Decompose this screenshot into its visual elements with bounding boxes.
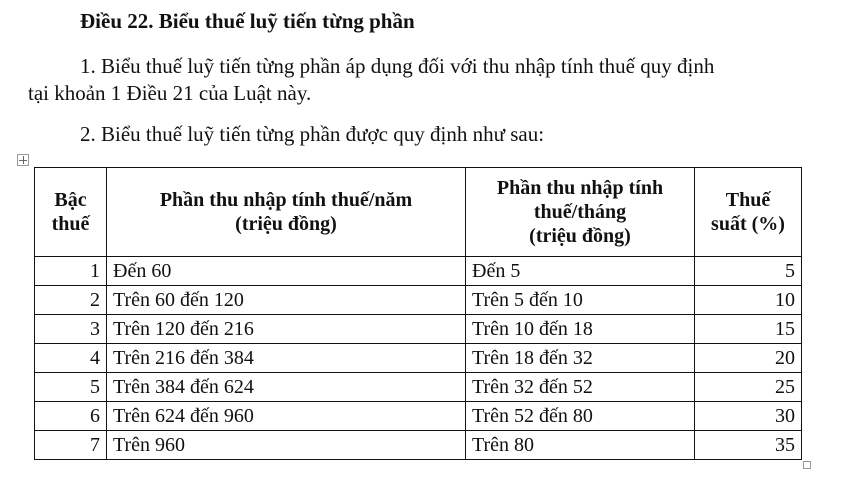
cell-tax-rate: 20: [695, 344, 802, 373]
header-tax-level-line-1: Bậc: [54, 189, 87, 211]
cell-monthly-income: Trên 80: [466, 431, 695, 460]
table-move-icon[interactable]: [17, 154, 29, 166]
cell-level: 1: [35, 257, 107, 286]
header-tax-rate-line-1: Thuế: [725, 189, 771, 211]
cell-tax-rate: 10: [695, 286, 802, 315]
cell-level: 7: [35, 431, 107, 460]
header-monthly-income-line-2: thuế/tháng: [533, 201, 627, 223]
tax-rate-table: [34, 167, 802, 460]
header-tax-rate-line-2: suất (%): [711, 213, 785, 235]
table-row: [35, 286, 802, 315]
cell-tax-rate: 35: [695, 431, 802, 460]
cell-annual-income: Đến 60: [107, 257, 466, 286]
cell-annual-income: Trên 60 đến 120: [107, 286, 466, 315]
cell-monthly-income: Trên 32 đến 52: [466, 373, 695, 402]
cell-monthly-income: Đến 5: [466, 257, 695, 286]
article-heading: Điều 22. Biểu thuế luỹ tiến từng phần: [80, 9, 415, 33]
cell-annual-income: Trên 624 đến 960: [107, 402, 466, 431]
cell-monthly-income: Trên 5 đến 10: [466, 286, 695, 315]
table-header-row: [35, 168, 802, 257]
paragraph-1-line-1: 1. Biểu thuế luỹ tiến từng phần áp dụng đối với thu nhập tính thuế quy định: [80, 54, 715, 78]
header-annual-income-line-1: Phần thu nhập tính thuế/năm: [159, 189, 413, 211]
cell-level: 5: [35, 373, 107, 402]
table-row: [35, 315, 802, 344]
paragraph-2: 2. Biểu thuế luỹ tiến từng phần được quy định như sau:: [80, 122, 545, 146]
header-annual-income: [107, 168, 466, 257]
cell-tax-rate: 25: [695, 373, 802, 402]
cell-annual-income: Trên 384 đến 624: [107, 373, 466, 402]
cell-tax-rate: 5: [695, 257, 802, 286]
header-monthly-income: [466, 168, 695, 257]
cell-annual-income: Trên 216 đến 384: [107, 344, 466, 373]
cell-tax-rate: 15: [695, 315, 802, 344]
cell-tax-rate: 30: [695, 402, 802, 431]
header-annual-income-line-2: (triệu đồng): [235, 213, 337, 235]
table-row: [35, 402, 802, 431]
header-monthly-income-line-3: (triệu đồng): [529, 225, 631, 247]
cell-level: 6: [35, 402, 107, 431]
header-monthly-income-line-1: Phần thu nhập tính: [496, 177, 664, 199]
table-row: [35, 344, 802, 373]
cell-annual-income: Trên 960: [107, 431, 466, 460]
table-row: [35, 431, 802, 460]
table-resize-icon[interactable]: [803, 461, 811, 469]
paragraph-1-line-2: tại khoản 1 Điều 21 của Luật này.: [28, 81, 312, 105]
header-tax-level-line-2: thuế: [51, 213, 90, 235]
cell-monthly-income: Trên 18 đến 32: [466, 344, 695, 373]
table-row: [35, 373, 802, 402]
cell-level: 4: [35, 344, 107, 373]
cell-level: 2: [35, 286, 107, 315]
cell-monthly-income: Trên 10 đến 18: [466, 315, 695, 344]
cell-monthly-income: Trên 52 đến 80: [466, 402, 695, 431]
table-row: [35, 257, 802, 286]
cell-annual-income: Trên 120 đến 216: [107, 315, 466, 344]
header-tax-level: [35, 168, 107, 257]
cell-level: 3: [35, 315, 107, 344]
header-tax-rate: [695, 168, 802, 257]
